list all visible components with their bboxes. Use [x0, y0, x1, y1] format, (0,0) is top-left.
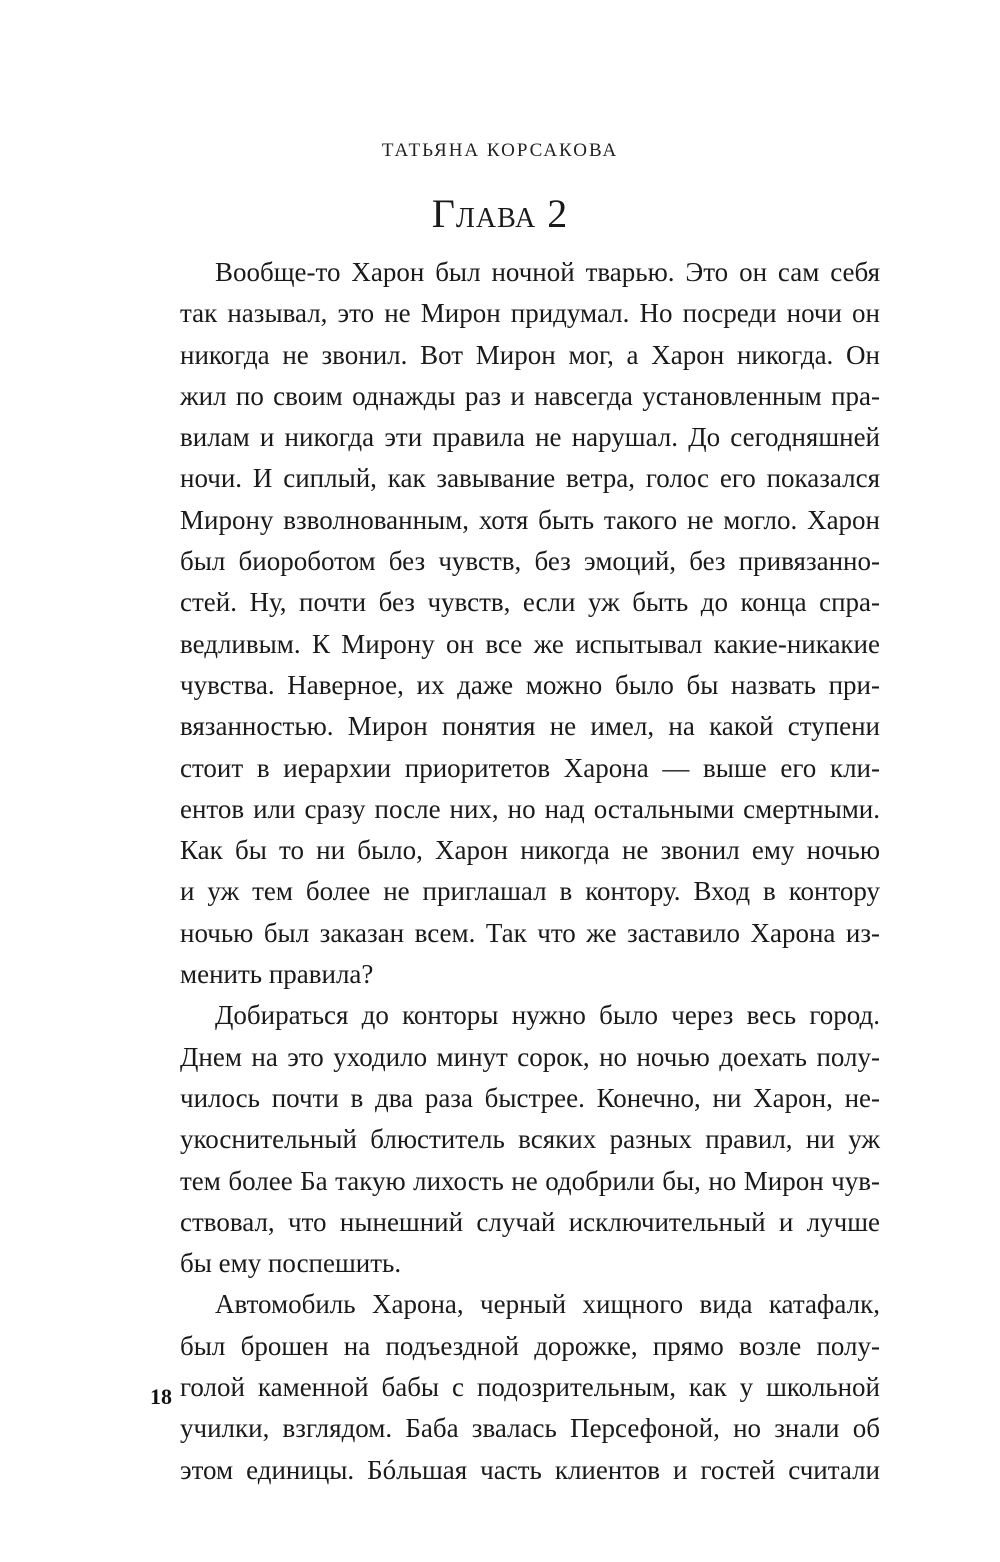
page-number: 18 — [150, 1384, 172, 1409]
text-line: ствовал, что нынешний случай исключительный и лучше — [180, 1206, 880, 1237]
text-line: стоит в иерархии приоритетов Харона — выше его кли- — [180, 752, 880, 783]
text-line: укоснительный блюститель всяких разных правил, ни уж — [180, 1124, 880, 1155]
text-line: никогда не звонил. Вот Мирон мог, а Харон никогда. Он — [180, 339, 880, 370]
text-line: жил по своим однажды раз и навсегда установленным пра- — [180, 380, 880, 411]
text-line: вязанностью. Мирон понятия не имел, на какой ступени — [180, 711, 880, 742]
chapter-title: Глава 2 — [431, 191, 569, 236]
text-line: Вообще-то Харон был ночной тварью. Это он сам себя — [215, 257, 880, 287]
text-line: Мирону взволнованным, хотя быть такого не могло. Харон — [180, 504, 880, 535]
text-line: чувства. Наверное, их даже можно было бы назвать при- — [180, 669, 880, 700]
text-line: ентов или сразу после них, но над остальными смертными. — [180, 793, 880, 824]
text-line: был брошен на подъездной дорожке, прямо возле полу- — [180, 1330, 880, 1361]
text-line: менить правила? — [180, 959, 374, 990]
text-line: голой каменной бабы с подозрительным, как у школьной — [180, 1372, 880, 1403]
text-line: Добираться до конторы нужно было через весь город. — [215, 1000, 880, 1031]
text-line: Автомобиль Харона, черный хищного вида катафалк, — [215, 1289, 880, 1320]
text-line: и уж тем более не приглашал в контору. Вход в контору — [180, 876, 880, 907]
text-line: училки, взглядом. Баба звалась Персефоной, но знали об — [180, 1413, 880, 1444]
text-line: так называл, это не Мирон придумал. Но посреди ночи он — [180, 298, 880, 329]
text-line: Как бы то ни было, Харон никогда не звонил ему ночью — [180, 835, 880, 866]
text-line: ночи. И сиплый, как завывание ветра, голос его показался — [180, 463, 880, 494]
text-line: чилось почти в два раза быстрее. Конечно, ни Харон, не- — [180, 1082, 880, 1113]
text-line: вилам и никогда эти правила не нарушал. До сегодняшней — [180, 422, 880, 453]
text-line: ночью был заказан всем. Так что же заставило Харона из- — [180, 917, 880, 948]
text-line: ведливым. К Мирону он все же испытывал какие-никакие — [180, 628, 880, 659]
text-line: бы ему поспешить. — [180, 1248, 402, 1279]
text-body — [180, 252, 880, 1491]
text-line: этом единицы. Бóльшая часть клиентов и гостей считали — [180, 1454, 880, 1485]
text-line: тем более Ба такую лихость не одобрили бы, но Мирон чув- — [180, 1165, 880, 1196]
text-line: Днем на это уходило минут сорок, но ночью доехать полу- — [180, 1041, 880, 1072]
text-line: был биороботом без чувств, без эмоций, без привязанно- — [180, 546, 880, 577]
text-line: стей. Ну, почти без чувств, если уж быть до конца спра- — [180, 587, 880, 618]
running-header: ТАТЬЯНА КОРСАКОВА — [381, 140, 619, 161]
